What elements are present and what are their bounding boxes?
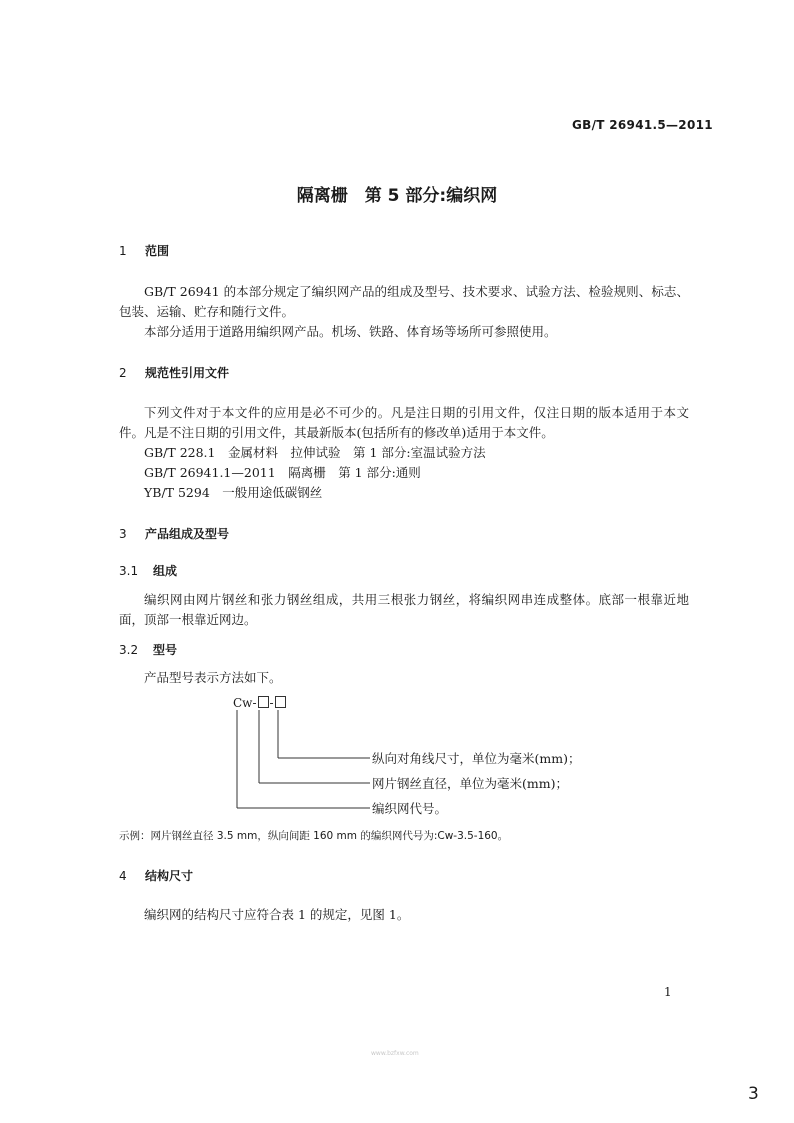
section-4-text: 编织网的结构尺寸应符合表 1 的规定，见图 1。 [144,907,410,922]
watermark: www.bzfxw.com [371,1050,419,1057]
section-title: 范围 [145,244,170,258]
section-number: 2 [119,366,127,380]
section-title: 组成 [153,564,178,578]
page-number: 1 [664,985,672,999]
annotation-code: 编织网代号。 [372,801,448,816]
section-title: 产品组成及型号 [145,527,230,541]
annotation-diameter: 网片钢丝直径，单位为毫米(mm)； [372,776,568,791]
corner-number: 3 [748,1084,759,1104]
annotation-diagonal: 纵向对角线尺寸，单位为毫米(mm)； [372,751,581,766]
section-title: 规范性引用文件 [145,366,230,380]
section-number: 3.2 [119,643,139,657]
code-prefix: Cw- [233,696,257,710]
section-1-paragraph-1: GB/T 26941 的本部分规定了编织网产品的组成及型号、技术要求、试验方法、检验规则、标志、包装、运输、贮存和随行文件。 [119,284,689,319]
section-4-heading [119,867,193,884]
section-number: 1 [119,244,127,258]
reference-item: YB/T 5294 一般用途低碳钢丝 [144,485,323,500]
reference-item: GB/T 26941.1—2011 隔离栅 第 1 部分:通则 [144,465,421,480]
section-2-intro: 下列文件对于本文件的应用是必不可少的。凡是注日期的引用文件，仅注日期的版本适用于本文件。凡是不注日期的引用文件，其最新版本(包括所有的修改单)适用于本文件。 [119,405,689,440]
section-3-1-text: 编织网由网片钢丝和张力钢丝组成，共用三根张力钢丝，将编织网串连成整体。底部一根靠近地面，顶部一根靠近网边。 [119,592,689,627]
section-number: 3 [119,527,127,541]
section-1-paragraph-2: 本部分适用于道路用编织网产品。机场、铁路、体育场等场所可参照使用。 [144,324,557,339]
document-title: 隔离栅 第 5 部分:编织网 [296,186,498,206]
section-title: 型号 [153,643,178,657]
example-note: 示例：网片钢丝直径 3.5 mm，纵向间距 160 mm 的编织网代号为:Cw-3.5-160。 [119,830,509,842]
section-number: 3.1 [119,564,139,578]
reference-item: GB/T 228.1 金属材料 拉伸试验 第 1 部分:室温试验方法 [144,445,486,460]
code-separator: - [269,696,274,710]
section-number: 4 [119,869,127,883]
section-title: 结构尺寸 [145,869,194,883]
section-3-2-intro: 产品型号表示方法如下。 [144,670,282,685]
standard-number: GB/T 26941.5—2011 [572,118,713,132]
